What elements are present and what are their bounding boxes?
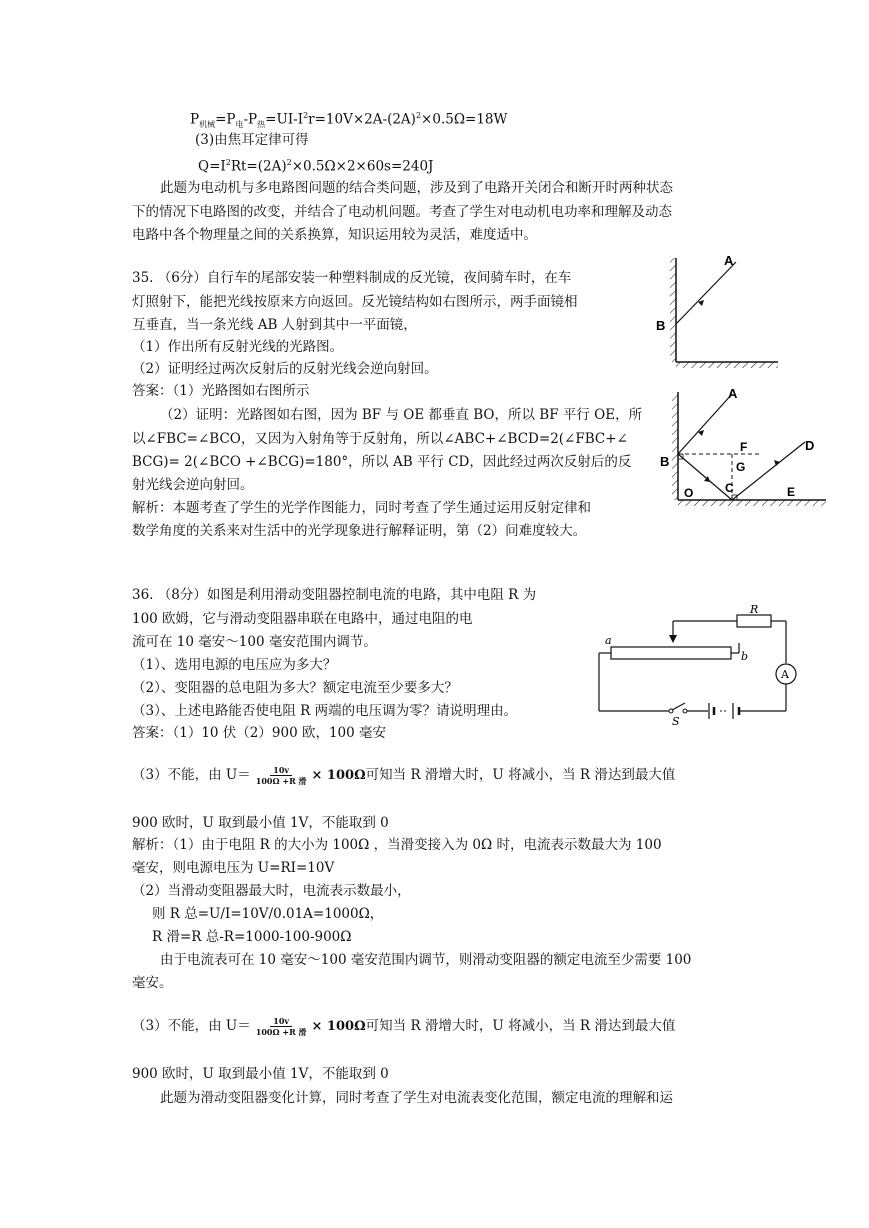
q35-line-3: 互垂直，当一条光线 AB 人射到其中一平面镜， — [132, 317, 417, 333]
q36-line-10: 解析：（1）由于电阻 R 的大小为 100Ω ，当滑变接入为 0Ω 时，电流表示数最大为 100 — [132, 837, 662, 853]
circuit-diagram — [595, 603, 800, 728]
q36-line-18: 900 欧时，U 取到最小值 1V，不能取到 0 — [132, 1066, 389, 1082]
label-a: A — [724, 253, 734, 268]
ray-ab — [678, 394, 732, 454]
vertical-mirror — [672, 392, 678, 500]
voltage-fraction: $\frac{10v}{\text{100Ω +R 滑}}$ — [255, 1016, 307, 1037]
q36-line-19: 此题为滑动变阻器变化计算，同时考查了学生对电流表变化范围，额定电流的理解和运 — [160, 1090, 673, 1106]
q35-line-10: 射光线会逆向射回。 — [132, 477, 254, 493]
label-a: a — [605, 634, 612, 647]
q35-line-11: 解析：本题考查了学生的光学作图能力，同时考查了学生通过运用反射定律和 — [132, 500, 591, 516]
q36-line-15: 由于电流表可在 10 毫安～100 毫安范围内调节，则滑动变阻器的额定电流至少需要 100 — [160, 952, 692, 968]
vertical-mirror — [670, 258, 676, 362]
label-g: G — [736, 460, 746, 474]
q36-line-9: 900 欧时，U 取到最小值 1V，不能取到 0 — [132, 815, 389, 831]
label-f: F — [740, 440, 748, 454]
joule-law-title: (3)由焦耳定律可得 — [195, 132, 309, 148]
rheostat — [611, 647, 731, 659]
q36-line-16: 毫安。 — [132, 975, 173, 991]
q36-line-7: 答案：（1）10 伏（2）900 欧，100 毫安 — [132, 725, 387, 741]
q36-line-14: R 滑=R 总-R=1000-100-900Ω — [152, 929, 352, 945]
q35-line-9: BCG)= 2(∠BCO +∠BCG)=180°，所以 AB 平行 CD，因此经过两次反射后的反 — [132, 454, 632, 470]
q36-line-5: （2）、变阻器的总电阻为多大？额定电流至少要多大？ — [132, 680, 458, 696]
q36-line-2: 100 欧姆，它与滑动变阻器串联在电路中，通过电阻的电 — [132, 611, 473, 627]
label-e: E — [787, 485, 796, 499]
incident-ray-ab — [676, 262, 736, 324]
label-o: O — [684, 486, 694, 500]
voltage-fraction: $\frac{10v}{\text{100Ω +R 滑}}$ — [255, 765, 307, 786]
q36-line-3: 流可在 10 毫安～100 毫安范围内调节。 — [132, 634, 377, 650]
label-b: b — [741, 650, 749, 663]
q36-formula-line-2: （3）不能，由 U＝ $\frac{10v}{\text{100Ω +R 滑}}$ × 100Ω可知当 R 滑增大时，U 将减小，当 R 滑达到最大值 — [132, 1016, 676, 1037]
label-b: B — [660, 454, 670, 469]
q35-line-12: 数学角度的关系来对生活中的光学现象进行解释证明，第（2）问难度较大。 — [132, 523, 587, 539]
q36-line-6: （3）、上述电路能否使电阻 R 两端的电压调为零？请说明理由。 — [132, 703, 518, 719]
label-s: S — [672, 715, 680, 728]
q35-line-5: （2）证明经过两次反射后的反射光线会逆向射回。 — [132, 361, 438, 377]
q35-line-2: 灯照射下，能把光线按原来方向返回。反光镜结构如右图所示，两手面镜相 — [132, 294, 578, 310]
q35-line-7: （2）证明：光路图如右图，因为 BF 与 OE 都垂直 BO，所以 BF 平行 OE，所 — [160, 407, 643, 423]
q35-line-8: 以∠FBC=∠BCO，又因为入射角等于反射角，所以∠ABC+∠BCD=2(∠FBC+∠ — [132, 431, 628, 447]
mech-power-formula: $P_{机械}=P_电-P_热=UI-I^2r=10V\times 2A-(2A)^2\times 0.5\Omega=18W$ — [190, 111, 508, 130]
slider-arrow — [669, 635, 677, 643]
label-ammeter: A — [781, 668, 789, 681]
q36-line-1: 36. （8分）如图是利用滑动变阻器控制电流的电路，其中电阻 R 为 — [132, 587, 537, 603]
sec34-comment-line-1: 此题为电动机与多电路图问题的结合类问题，涉及到了电路开关闭合和断开时两种状态 — [160, 180, 673, 196]
q36-formula-line-1: （3）不能，由 U＝ $\frac{10v}{\text{100Ω +R 滑}}$ × 100Ω可知当 R 滑增大时，U 将减小，当 R 滑达到最大值 — [132, 765, 676, 786]
horizontal-mirror — [676, 362, 778, 368]
label-c: C — [725, 481, 734, 495]
sec34-comment-line-3: 电路中各个物理量之间的关系换算，知识运用较为灵活，难度适中。 — [132, 227, 537, 243]
q36-line-4: （1）、选用电源的电压应为多大？ — [132, 657, 337, 673]
q36-line-12: （2）当滑动变阻器最大时，电流表示数最小， — [132, 883, 411, 899]
q36-line-13: 则 R 总=U/I=10V/0.01A=1000Ω， — [152, 906, 384, 922]
label-b: B — [656, 318, 666, 333]
q35-line-4: （1）作出所有反射光线的光路图。 — [132, 339, 344, 355]
q35-line-1: 35. （6分）自行车的尾部安装一种塑料制成的反光镜，夜间骑车时，在车 — [132, 270, 572, 286]
horizontal-mirror — [678, 500, 826, 506]
mirror-figure-1 — [646, 252, 786, 372]
label-r: R — [750, 603, 759, 616]
sec34-comment-line-2: 下的情况下电路图的改变，并结合了电动机问题。考查了学生对电动机电功率和理解及动态 — [132, 204, 672, 220]
label-d: D — [805, 438, 815, 453]
q35-line-6: 答案：（1）光路图如右图所示 — [132, 383, 310, 399]
battery — [709, 703, 739, 719]
joule-formula: $Q=I^2Rt=(2A)^2\times 0.5\Omega\times 2\times 60s=240J$ — [198, 158, 434, 175]
mirror-figure-2 — [650, 380, 835, 520]
label-a: A — [728, 386, 738, 401]
resistor-r — [737, 615, 771, 627]
switch-s — [669, 703, 687, 713]
q36-line-11: 毫安，则电源电压为 U=RI=10V — [132, 860, 335, 876]
